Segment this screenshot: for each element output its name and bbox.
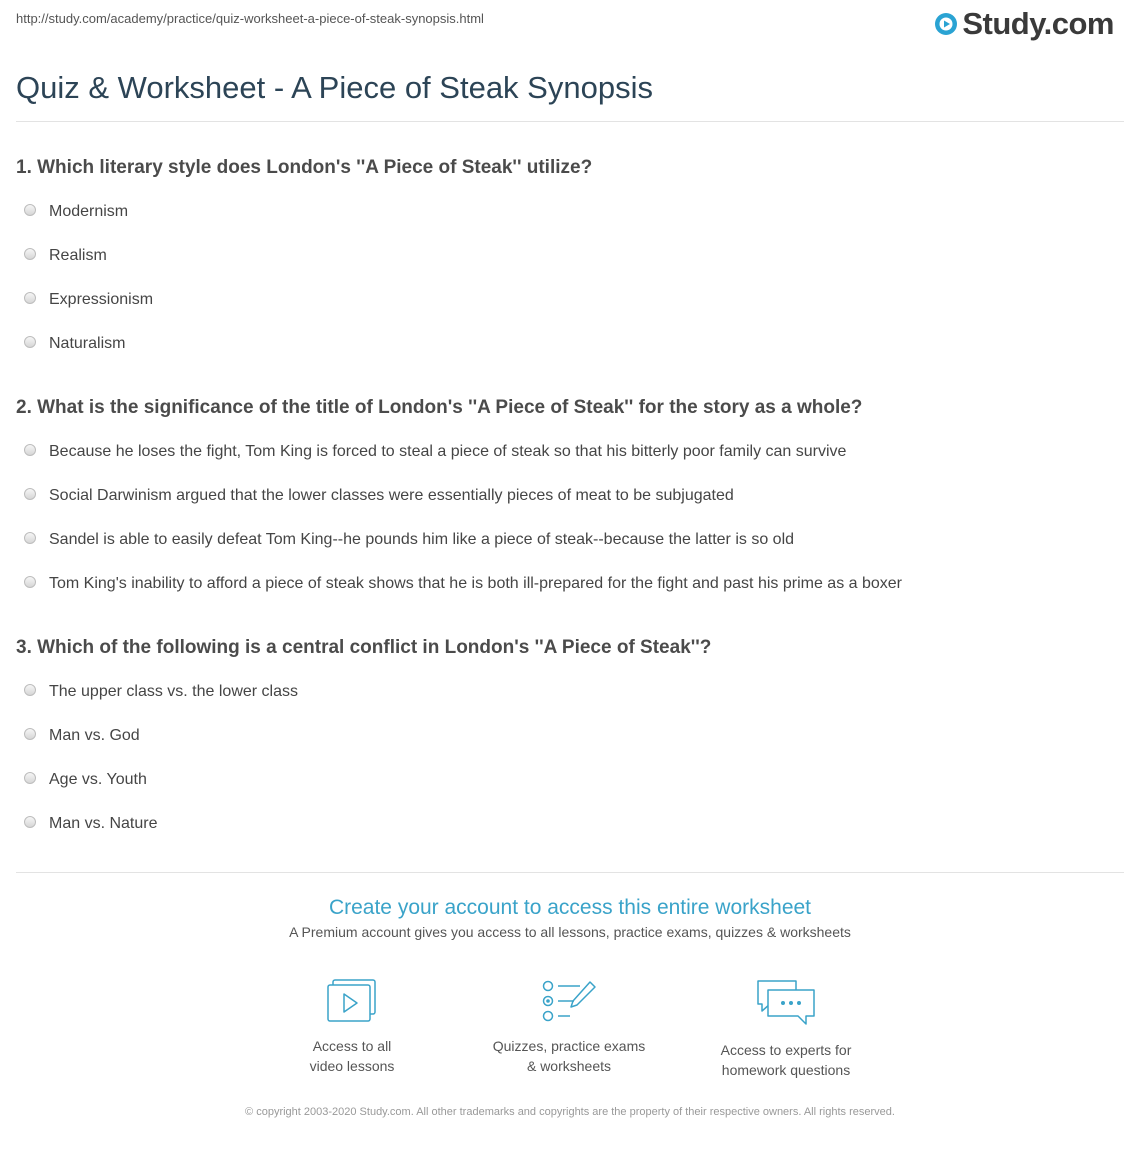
signup-cta <box>0 896 1140 940</box>
answer-options <box>16 430 902 606</box>
answer-option[interactable] <box>16 322 153 366</box>
answer-label: Modernism <box>49 203 129 220</box>
feature-quizzes <box>469 978 669 1076</box>
radio-button[interactable] <box>24 292 36 304</box>
logo-text: Study.com <box>962 6 1114 41</box>
question-2 <box>16 396 1124 592</box>
answer-option[interactable] <box>16 190 153 234</box>
answer-options <box>16 190 153 366</box>
answer-option[interactable] <box>16 562 902 606</box>
answer-option[interactable] <box>16 430 902 474</box>
title-divider <box>16 121 1124 122</box>
feature-label: Access to all video lessons <box>309 1038 395 1074</box>
feature-experts <box>686 978 886 1080</box>
answer-label: Man vs. Nature <box>49 815 158 832</box>
chat-bubbles-icon <box>754 978 818 1028</box>
radio-button[interactable] <box>24 728 36 740</box>
radio-button[interactable] <box>24 576 36 588</box>
radio-button[interactable] <box>24 684 36 696</box>
question-text: 3. Which of the following is a central conflict in London's ''A Piece of Steak''? <box>16 637 712 658</box>
play-logo-icon <box>934 12 958 36</box>
radio-button[interactable] <box>24 248 36 260</box>
answer-label: Sandel is able to easily defeat Tom King--he pounds him like a piece of steak--because the latter is so old <box>49 531 795 548</box>
radio-button[interactable] <box>24 772 36 784</box>
top-bar <box>0 0 1140 50</box>
page-url: http://study.com/academy/practice/quiz-worksheet-a-piece-of-steak-synopsis.html <box>16 11 484 26</box>
answer-label: Man vs. God <box>49 727 140 744</box>
radio-button[interactable] <box>24 204 36 216</box>
page-title: Quiz & Worksheet - A Piece of Steak Synopsis <box>16 70 653 105</box>
radio-button[interactable] <box>24 488 36 500</box>
feature-label: Quizzes, practice exams & worksheets <box>492 1038 646 1074</box>
video-lessons-icon <box>325 978 379 1024</box>
cta-divider <box>16 872 1124 873</box>
answer-label: Expressionism <box>49 291 154 308</box>
radio-button[interactable] <box>24 816 36 828</box>
answer-label: Social Darwinism argued that the lower classes were essentially pieces of meat to be subjugated <box>49 487 734 504</box>
radio-button[interactable] <box>24 444 36 456</box>
answer-option[interactable] <box>16 518 902 562</box>
feature-video-lessons <box>252 978 452 1076</box>
question-1 <box>16 156 1124 352</box>
answer-option[interactable] <box>16 802 298 846</box>
question-text: 1. Which literary style does London's ''A Piece of Steak'' utilize? <box>16 157 593 178</box>
answer-option[interactable] <box>16 234 153 278</box>
answer-label: Tom King's inability to afford a piece of steak shows that he is both ill-prepared for the fight and past his prime as a boxer <box>49 575 902 592</box>
answer-option[interactable] <box>16 670 298 714</box>
answer-option[interactable] <box>16 278 153 322</box>
cta-subtitle: A Premium account gives you access to all lessons, practice exams, quizzes & worksheets <box>289 924 851 940</box>
answer-label: Because he loses the fight, Tom King is forced to steal a piece of steak so that his bitterly poor family can survive <box>49 443 847 460</box>
answer-label: Naturalism <box>49 335 126 352</box>
answer-option[interactable] <box>16 714 298 758</box>
question-3 <box>16 636 1124 832</box>
answer-label: Realism <box>49 247 107 264</box>
cta-title-link[interactable]: Create your account to access this entire worksheet <box>328 896 812 919</box>
question-text: 2. What is the significance of the title of London's ''A Piece of Steak'' for the story as a whole? <box>16 397 863 418</box>
answer-label: Age vs. Youth <box>49 771 147 788</box>
quiz-checklist-icon <box>540 978 598 1024</box>
radio-button[interactable] <box>24 336 36 348</box>
study-logo[interactable] <box>934 6 1114 42</box>
copyright-notice: © copyright 2003-2020 Study.com. All other trademarks and copyrights are the property of their respective owners. All rights reserved. <box>245 1106 895 1118</box>
answer-option[interactable] <box>16 758 298 802</box>
feature-label: Access to experts for homework questions <box>720 1042 852 1078</box>
answer-label: The upper class vs. the lower class <box>49 683 298 700</box>
radio-button[interactable] <box>24 532 36 544</box>
answer-option[interactable] <box>16 474 902 518</box>
answer-options <box>16 670 298 846</box>
